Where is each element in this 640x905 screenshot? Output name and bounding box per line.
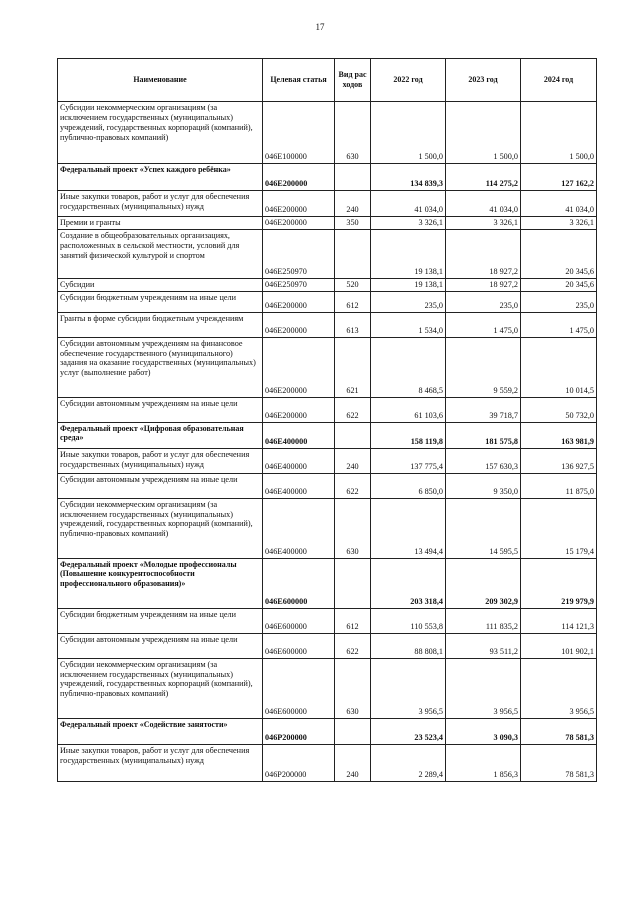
row-value-2022-cell: 137 775,4	[371, 448, 446, 473]
row-value-2022-cell: 235,0	[371, 291, 446, 312]
row-name-cell: Иные закупки товаров, работ и услуг для обеспечения государственных (муниципальных) нужд	[58, 191, 263, 217]
row-value-2023-cell: 157 630,3	[446, 448, 521, 473]
table-row	[58, 498, 597, 558]
row-name-cell: Гранты в форме субсидии бюджетным учреждениям	[58, 312, 263, 337]
row-name-cell: Создание в общеобразовательных организациях, расположенных в сельской местности, условий для занятий физической культурой и спортом	[58, 229, 263, 278]
row-value-2024-cell: 78 581,3	[521, 718, 597, 744]
row-target-article-cell: 046E400000	[263, 448, 335, 473]
header-year-2024: 2024 год	[521, 59, 597, 102]
row-value-2024-cell: 101 902,1	[521, 633, 597, 658]
table-row	[58, 229, 597, 278]
row-value-2022-cell: 61 103,6	[371, 397, 446, 422]
row-value-2024-cell: 3 956,5	[521, 658, 597, 718]
row-value-2022-cell: 23 523,4	[371, 718, 446, 744]
row-value-2023-cell: 181 575,8	[446, 422, 521, 448]
row-value-2024-cell: 3 326,1	[521, 217, 597, 230]
row-value-2022-cell: 3 326,1	[371, 217, 446, 230]
row-expense-type-cell: 622	[335, 397, 371, 422]
page-number: 17	[315, 22, 325, 32]
row-value-2024-cell: 1 475,0	[521, 312, 597, 337]
table-row	[58, 312, 597, 337]
row-value-2022-cell: 158 119,8	[371, 422, 446, 448]
row-value-2024-cell: 20 345,6	[521, 278, 597, 291]
table-row	[58, 191, 597, 217]
row-value-2024-cell: 219 979,9	[521, 558, 597, 608]
row-target-article-cell: 046P200000	[263, 744, 335, 781]
row-name-cell: Субсидии некоммерческим организациям (за исключением государственных (муниципальных) учреждений, государственных корпораций (компаний), публично-правовых компаний)	[58, 658, 263, 718]
row-value-2024-cell: 114 121,3	[521, 608, 597, 633]
row-value-2024-cell: 20 345,6	[521, 229, 597, 278]
table-row	[58, 608, 597, 633]
row-target-article-cell: 046P200000	[263, 718, 335, 744]
row-expense-type-cell: 622	[335, 473, 371, 498]
row-target-article-cell: 046E600000	[263, 658, 335, 718]
table-row	[58, 102, 597, 164]
row-value-2023-cell: 3 326,1	[446, 217, 521, 230]
row-name-cell: Федеральный проект «Молодые профессионалы (Повышение конкурентоспособности профессионального образования)»	[58, 558, 263, 608]
header-target-article: Целевая статья	[263, 59, 335, 102]
table-row	[58, 473, 597, 498]
row-value-2022-cell: 134 839,3	[371, 164, 446, 191]
row-value-2023-cell: 114 275,2	[446, 164, 521, 191]
row-value-2022-cell: 19 138,1	[371, 278, 446, 291]
row-expense-type-cell	[335, 718, 371, 744]
row-name-cell: Федеральный проект «Содействие занятости»	[58, 718, 263, 744]
row-value-2023-cell: 3 090,3	[446, 718, 521, 744]
row-target-article-cell: 046E200000	[263, 312, 335, 337]
table-row	[58, 448, 597, 473]
row-value-2023-cell: 18 927,2	[446, 229, 521, 278]
row-value-2023-cell: 1 500,0	[446, 102, 521, 164]
row-value-2022-cell: 8 468,5	[371, 337, 446, 397]
row-target-article-cell: 046E200000	[263, 397, 335, 422]
row-name-cell: Субсидии автономным учреждениям на иные цели	[58, 633, 263, 658]
row-target-article-cell: 046E400000	[263, 498, 335, 558]
table-row	[58, 744, 597, 781]
row-expense-type-cell: 630	[335, 102, 371, 164]
row-expense-type-cell: 612	[335, 608, 371, 633]
row-target-article-cell: 046E600000	[263, 633, 335, 658]
table-section-row	[58, 558, 597, 608]
row-expense-type-cell: 621	[335, 337, 371, 397]
row-value-2023-cell: 1 475,0	[446, 312, 521, 337]
row-value-2022-cell: 13 494,4	[371, 498, 446, 558]
header-name: Наименование	[58, 59, 263, 102]
row-target-article-cell: 046E400000	[263, 473, 335, 498]
row-target-article-cell: 046E200000	[263, 164, 335, 191]
row-value-2023-cell: 111 835,2	[446, 608, 521, 633]
table-row	[58, 397, 597, 422]
row-name-cell: Федеральный проект «Цифровая образовательная среда»	[58, 422, 263, 448]
row-value-2023-cell: 9 350,0	[446, 473, 521, 498]
row-expense-type-cell	[335, 422, 371, 448]
row-value-2024-cell: 163 981,9	[521, 422, 597, 448]
row-name-cell: Субсидии некоммерческим организациям (за исключением государственных (муниципальных) учреждений, государственных корпораций (компаний), публично-правовых компаний)	[58, 102, 263, 164]
row-value-2023-cell: 9 559,2	[446, 337, 521, 397]
row-expense-type-cell	[335, 558, 371, 608]
row-expense-type-cell: 612	[335, 291, 371, 312]
row-expense-type-cell: 622	[335, 633, 371, 658]
table-row	[58, 658, 597, 718]
table-row	[58, 291, 597, 312]
table-row	[58, 633, 597, 658]
row-value-2024-cell: 127 162,2	[521, 164, 597, 191]
row-value-2023-cell: 41 034,0	[446, 191, 521, 217]
row-name-cell: Субсидии	[58, 278, 263, 291]
row-expense-type-cell: 630	[335, 658, 371, 718]
table-section-row	[58, 718, 597, 744]
row-value-2022-cell: 110 553,8	[371, 608, 446, 633]
row-value-2024-cell: 78 581,3	[521, 744, 597, 781]
row-expense-type-cell: 240	[335, 448, 371, 473]
row-value-2022-cell: 2 289,4	[371, 744, 446, 781]
row-target-article-cell: 046E250970	[263, 278, 335, 291]
table-header-row	[58, 59, 597, 102]
row-name-cell: Субсидии бюджетным учреждениям на иные цели	[58, 608, 263, 633]
table-row	[58, 337, 597, 397]
row-name-cell: Субсидии некоммерческим организациям (за исключением государственных (муниципальных) учреждений, государственных корпораций (компаний), публично-правовых компаний)	[58, 498, 263, 558]
row-value-2023-cell: 235,0	[446, 291, 521, 312]
row-name-cell: Иные закупки товаров, работ и услуг для обеспечения государственных (муниципальных) нужд	[58, 744, 263, 781]
row-expense-type-cell: 630	[335, 498, 371, 558]
header-expense-type: Вид рас ходов	[335, 59, 371, 102]
row-value-2023-cell: 3 956,5	[446, 658, 521, 718]
row-target-article-cell: 046E600000	[263, 558, 335, 608]
row-value-2024-cell: 235,0	[521, 291, 597, 312]
row-value-2024-cell: 41 034,0	[521, 191, 597, 217]
table-section-row	[58, 422, 597, 448]
row-value-2022-cell: 1 534,0	[371, 312, 446, 337]
row-target-article-cell: 046E200000	[263, 291, 335, 312]
header-year-2023: 2023 год	[446, 59, 521, 102]
table-row	[58, 217, 597, 230]
header-year-2022: 2022 год	[371, 59, 446, 102]
row-value-2024-cell: 15 179,4	[521, 498, 597, 558]
row-name-cell: Субсидии автономным учреждениям на иные цели	[58, 397, 263, 422]
row-target-article-cell: 046E600000	[263, 608, 335, 633]
row-name-cell: Субсидии бюджетным учреждениям на иные цели	[58, 291, 263, 312]
budget-table	[57, 58, 597, 782]
row-value-2023-cell: 14 595,5	[446, 498, 521, 558]
row-value-2023-cell: 93 511,2	[446, 633, 521, 658]
row-expense-type-cell: 613	[335, 312, 371, 337]
row-expense-type-cell: 350	[335, 217, 371, 230]
row-target-article-cell: 046E200000	[263, 191, 335, 217]
row-expense-type-cell: 520	[335, 278, 371, 291]
row-name-cell: Субсидии автономным учреждениям на иные цели	[58, 473, 263, 498]
row-target-article-cell: 046E400000	[263, 422, 335, 448]
row-value-2023-cell: 1 856,3	[446, 744, 521, 781]
row-value-2022-cell: 6 850,0	[371, 473, 446, 498]
row-value-2022-cell: 3 956,5	[371, 658, 446, 718]
row-value-2024-cell: 10 014,5	[521, 337, 597, 397]
row-value-2023-cell: 209 302,9	[446, 558, 521, 608]
row-value-2022-cell: 1 500,0	[371, 102, 446, 164]
row-value-2022-cell: 19 138,1	[371, 229, 446, 278]
table-section-row	[58, 164, 597, 191]
row-name-cell: Федеральный проект «Успех каждого ребёнка»	[58, 164, 263, 191]
row-value-2024-cell: 11 875,0	[521, 473, 597, 498]
row-expense-type-cell: 240	[335, 744, 371, 781]
row-expense-type-cell: 240	[335, 191, 371, 217]
row-value-2022-cell: 88 808,1	[371, 633, 446, 658]
row-name-cell: Субсидии автономным учреждениям на финансовое обеспечение государственного (муниципального) задания на оказание государственных (муниципальных) услуг (выполнение работ)	[58, 337, 263, 397]
row-target-article-cell: 046E200000	[263, 217, 335, 230]
table-row	[58, 278, 597, 291]
row-value-2024-cell: 50 732,0	[521, 397, 597, 422]
row-value-2022-cell: 41 034,0	[371, 191, 446, 217]
row-value-2023-cell: 18 927,2	[446, 278, 521, 291]
row-expense-type-cell	[335, 229, 371, 278]
row-value-2024-cell: 1 500,0	[521, 102, 597, 164]
row-name-cell: Премии и гранты	[58, 217, 263, 230]
row-target-article-cell: 046E100000	[263, 102, 335, 164]
row-value-2022-cell: 203 318,4	[371, 558, 446, 608]
row-target-article-cell: 046E200000	[263, 337, 335, 397]
row-target-article-cell: 046E250970	[263, 229, 335, 278]
row-name-cell: Иные закупки товаров, работ и услуг для обеспечения государственных (муниципальных) нужд	[58, 448, 263, 473]
row-value-2023-cell: 39 718,7	[446, 397, 521, 422]
row-expense-type-cell	[335, 164, 371, 191]
row-value-2024-cell: 136 927,5	[521, 448, 597, 473]
